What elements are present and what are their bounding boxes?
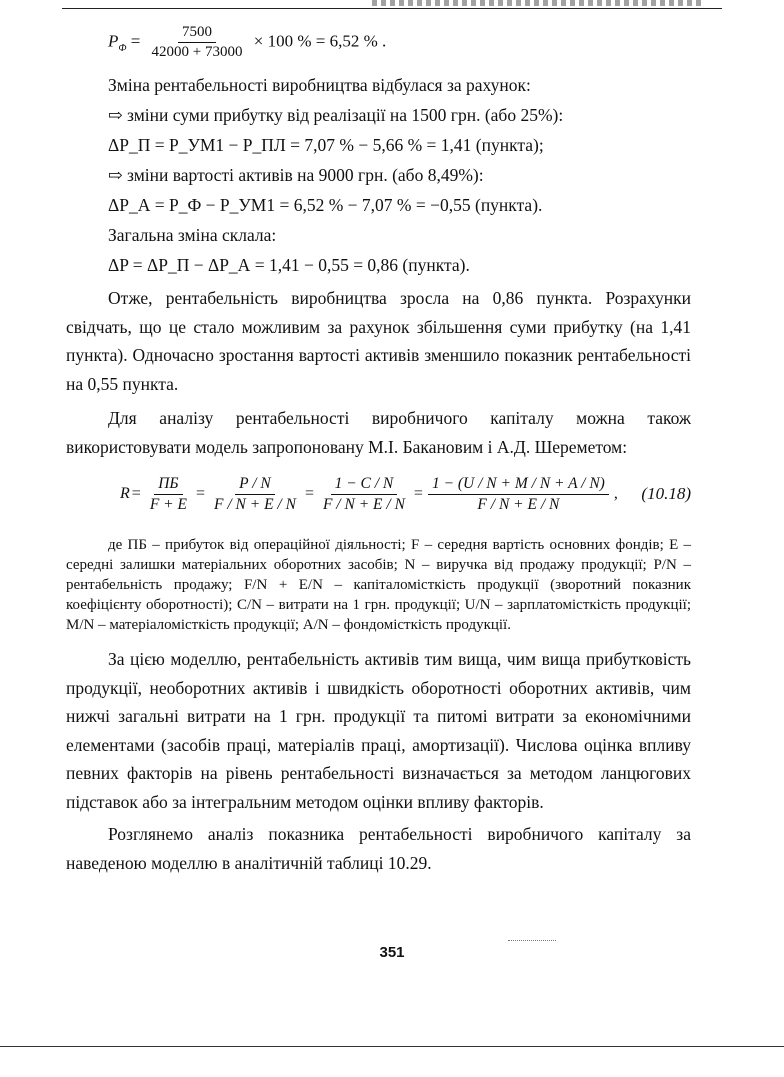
paragraph-2: Для аналізу рентабельності виробничого капіталу можна також використовувати модель запропоновану М.І. Бакановим і А.Д. Шереметом: <box>66 408 691 457</box>
formula-pf-lhs: P <box>108 31 119 51</box>
model-fraction-2 <box>210 475 300 514</box>
model-lhs: R <box>120 485 130 502</box>
formula-pf-denominator: 42000 + 73000 <box>151 44 243 60</box>
equation-3: ΔP = ΔP_П − ΔP_А = 1,41 − 0,55 = 0,86 (пункта). <box>108 255 470 275</box>
formula-pf-fraction <box>148 24 247 61</box>
model-f1-num: ПБ <box>154 475 182 495</box>
arrow-icon: ⇨ <box>108 105 123 125</box>
model-f4-den: F / N + E / N <box>477 495 560 513</box>
model-fraction-1 <box>146 475 191 514</box>
formula-pf: $P_Ф$ = $\frac{7500}{42000 + 73000}$ × 100 % = 6,52 % . <box>108 24 387 60</box>
model-f2-num: P / N <box>235 475 275 495</box>
page-number: 351 <box>379 944 405 961</box>
formula-pf-lhs-sub: Ф <box>118 42 127 54</box>
paragraph-1: Отже, рентабельність виробництва зросла на 0,86 пункта. Розрахунки свідчать, що це стало можливим за рахунок збільшення суми прибутку (на 1,41 пункта). Одночасно зростання вартості активів зменшило показник рентабельності на 0,55 пункта. <box>66 288 691 394</box>
model-f3-den: F / N + E / N <box>322 495 405 513</box>
model-fraction-3 <box>319 475 409 514</box>
model-f4-num: 1 − (U / N + M / N + A / N) <box>428 475 609 495</box>
model-formula: R = $\frac{ПБ}{F + E}$ = $\frac{P / N}{F / N + E / N}$ = $\frac{1 - C / N}{F / N + E / N}$ = $\frac{1 - (U / N + M / N + A / N)}{F / N + E / N}$ , (10.18) <box>120 474 691 513</box>
formula-pf-rest: × 100 % = 6,52 % . <box>253 31 387 51</box>
model-f1-den: F + E <box>149 495 187 513</box>
model-f2-den: F / N + E / N <box>214 495 296 513</box>
intro-line: Зміна рентабельності виробництва відбулася за рахунок: <box>108 75 531 95</box>
model-f3-num: 1 − C / N <box>331 475 398 495</box>
paragraph-3: За цією моделлю, рентабельність активів тим вища, чим вища прибутковість продукції, необоротних активів і швидкість оборотності оборотних активів, чим нижчі загальні витрати на 1 грн. продукції та питомі витрати за економічними елементами (засобів праці, матеріалів праці, амортизації). Числова оцінка впливу певних факторів на рівень рентабельності визначається за методом ланцюгових підставок або за інтегральним методом оцінки впливу факторів. <box>66 649 691 812</box>
bullet-1-text: зміни суми прибутку від реалізації на 1500 грн. (або 25%): <box>127 105 564 125</box>
definitions-note: де ПБ – прибуток від операційної діяльності; F – середня вартість основних фондів; E – середні залишки матеріальних оборотних засобів; N – виручка від продажу продукції; P/N – рентабельність продажу; F/N + E/N – капіталомісткість продукції (зворотний показник коефіцієнту оборотності); C/N – витрати на 1 грн. продукції; U/N – зарплатомісткість продукції; M/N – матеріаломісткість продукції; A/N – фондомісткість продукції. <box>66 537 691 633</box>
bullet-2-text: зміни вартості активів на 9000 грн. (або 8,49%): <box>127 165 484 185</box>
equation-1: ΔP_П = P_УМ1 − P_ПЛ = 7,07 % − 5,66 % = 1,41 (пункта); <box>108 135 544 155</box>
equation-2: ΔP_А = P_Ф − P_УМ1 = 6,52 % − 7,07 % = −0,55 (пункта). <box>108 195 543 215</box>
header-rule <box>62 8 722 9</box>
formula-pf-numerator: 7500 <box>178 24 216 43</box>
bullet-2 <box>108 160 691 190</box>
header-running-title <box>372 0 702 6</box>
equation-number: (10.18) <box>641 484 691 503</box>
arrow-icon: ⇨ <box>108 165 123 185</box>
paragraph-4: Розглянемо аналіз показника рентабельності виробничого капіталу за наведеною моделлю в аналітичній таблиці 10.29. <box>66 824 691 873</box>
footer-rule <box>0 1046 784 1047</box>
page-body <box>66 24 691 877</box>
dotted-mark <box>508 940 556 942</box>
total-label: Загальна зміна склала: <box>108 225 277 245</box>
model-fraction-4 <box>428 475 609 514</box>
bullet-1 <box>108 100 691 130</box>
